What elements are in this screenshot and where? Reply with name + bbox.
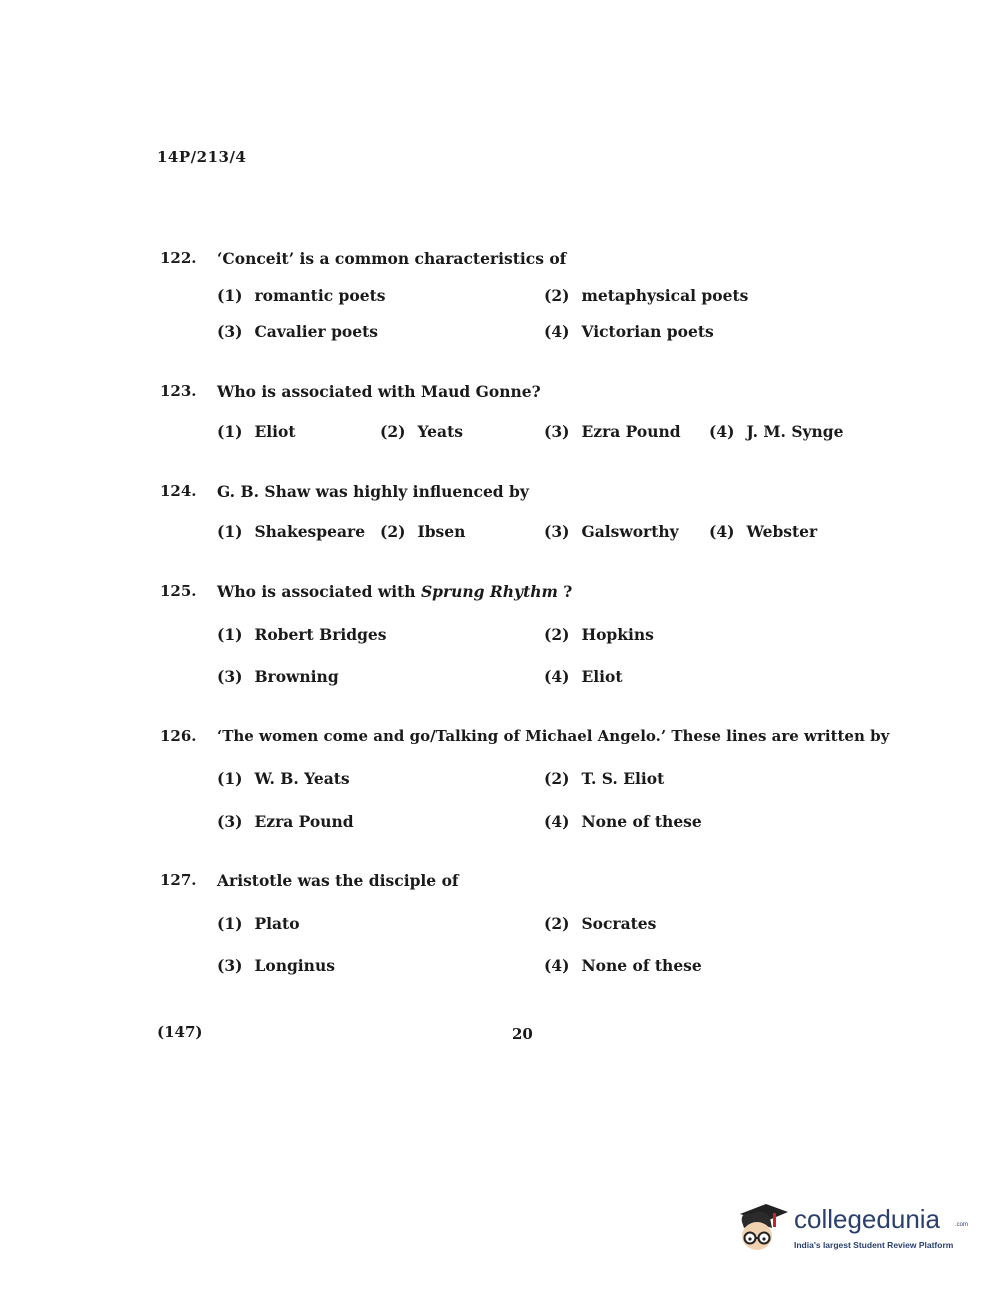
question-italic-term: Sprung Rhythm [420, 582, 558, 601]
question-text: Aristotle was the disciple of [217, 871, 459, 890]
option-2: (2) Yeats [380, 422, 463, 441]
option-1: (1) Shakespeare [217, 522, 366, 541]
question-number: 125. [160, 582, 197, 600]
option-2: (2) Hopkins [544, 625, 654, 644]
question-text: ‘The women come and go/Talking of Michael Angelo.’ These lines are written by [217, 727, 890, 745]
page-number: 20 [512, 1025, 533, 1043]
mascot-graduation-cap-icon [736, 1198, 790, 1256]
question-number: 127. [160, 871, 197, 889]
option-4: (4) Victorian poets [544, 322, 714, 341]
question-text: Who is associated with Maud Gonne? [217, 382, 541, 401]
footer-code: (147) [157, 1023, 203, 1041]
option-4: (4) J. M. Synge [709, 422, 844, 441]
option-3: (3) Ezra Pound [544, 422, 681, 441]
option-3: (3) Longinus [217, 956, 335, 975]
option-1: (1) Plato [217, 914, 300, 933]
option-3: (3) Browning [217, 667, 339, 686]
option-2: (2) Socrates [544, 914, 657, 933]
question-number: 123. [160, 382, 197, 400]
option-2: (2) metaphysical poets [544, 286, 749, 305]
question-number: 124. [160, 482, 197, 500]
option-1: (1) W. B. Yeats [217, 769, 350, 788]
brand-domain: .com [955, 1222, 969, 1228]
option-3: (3) Ezra Pound [217, 812, 354, 831]
question-text: ‘Conceit’ is a common characteristics of [217, 249, 567, 268]
option-4: (4) None of these [544, 956, 702, 975]
option-3: (3) Cavalier poets [217, 322, 379, 341]
option-4: (4) None of these [544, 812, 702, 831]
option-1: (1) romantic poets [217, 286, 386, 305]
paper-code: 14P/213/4 [157, 148, 247, 166]
question-number: 122. [160, 249, 197, 267]
question-text: Who is associated with Sprung Rhythm ? [217, 582, 573, 601]
option-4: (4) Webster [709, 522, 818, 541]
option-1: (1) Eliot [217, 422, 296, 441]
question-number: 126. [160, 727, 197, 745]
question-text: G. B. Shaw was highly influenced by [217, 482, 529, 501]
option-1: (1) Robert Bridges [217, 625, 387, 644]
brand-name: collegedunia [794, 1204, 941, 1234]
option-2: (2) T. S. Eliot [544, 769, 665, 788]
collegedunia-logo [736, 1198, 969, 1258]
option-3: (3) Galsworthy [544, 522, 679, 541]
brand-tagline: India's largest Student Review Platform [794, 1240, 954, 1250]
option-2: (2) Ibsen [380, 522, 466, 541]
option-4: (4) Eliot [544, 667, 623, 686]
